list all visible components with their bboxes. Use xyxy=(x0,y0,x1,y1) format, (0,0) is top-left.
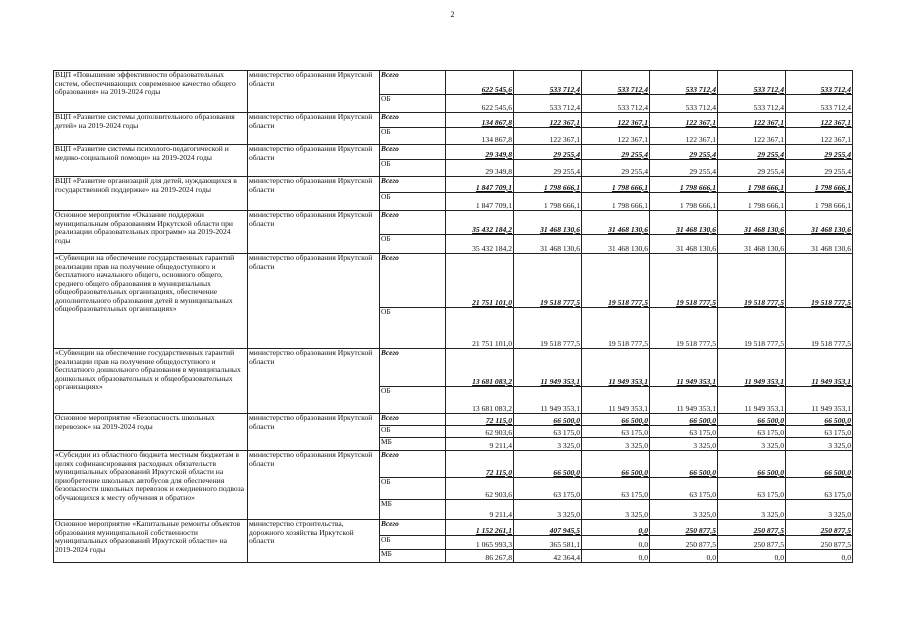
amount-cell: 63 175,0 xyxy=(786,426,853,438)
amount-cell: 250 877,5 xyxy=(650,520,718,536)
amount-cell: 11 949 353,1 xyxy=(650,387,718,414)
amount-cell: 11 949 353,1 xyxy=(786,387,853,414)
funding-source-cell: ОБ xyxy=(380,426,446,438)
amount-cell: 29 255,4 xyxy=(582,145,650,160)
amount-cell: 11 949 353,1 xyxy=(582,387,650,414)
table-row xyxy=(54,349,853,387)
funding-source-cell: ОБ xyxy=(380,536,446,550)
amount-cell: 3 325,0 xyxy=(514,438,582,451)
amount-cell: 122 367,1 xyxy=(718,128,786,145)
amount-cell: 66 500,0 xyxy=(650,451,718,478)
amount-cell: 66 500,0 xyxy=(786,414,853,426)
amount-cell: 29 255,4 xyxy=(650,145,718,160)
amount-cell: 66 500,0 xyxy=(718,451,786,478)
amount-cell: 1 798 666,1 xyxy=(650,177,718,193)
amount-cell: 31 468 130,6 xyxy=(582,235,650,254)
amount-cell: 0,0 xyxy=(786,550,853,563)
amount-cell: 35 432 184,2 xyxy=(446,211,514,235)
amount-cell: 19 518 777,5 xyxy=(786,254,853,308)
table-row xyxy=(54,254,853,308)
amount-cell: 13 681 083,2 xyxy=(446,349,514,387)
amount-cell: 29 255,4 xyxy=(650,160,718,177)
amount-cell: 29 255,4 xyxy=(514,145,582,160)
table-row xyxy=(54,451,853,478)
funding-source-cell: ОБ xyxy=(380,160,446,177)
amount-cell: 3 325,0 xyxy=(582,500,650,520)
funding-source-cell: Всего xyxy=(380,451,446,478)
amount-cell: 72 115,0 xyxy=(446,451,514,478)
amount-cell: 533 712,4 xyxy=(718,71,786,95)
amount-cell: 365 581,1 xyxy=(514,536,582,550)
amount-cell: 1 798 666,1 xyxy=(786,193,853,211)
amount-cell: 31 468 130,6 xyxy=(718,235,786,254)
table-row xyxy=(54,113,853,128)
amount-cell: 1 798 666,1 xyxy=(582,177,650,193)
amount-cell: 11 949 353,1 xyxy=(514,349,582,387)
amount-cell: 66 500,0 xyxy=(514,414,582,426)
amount-cell: 3 325,0 xyxy=(718,500,786,520)
amount-cell: 250 877,5 xyxy=(650,536,718,550)
amount-cell: 66 500,0 xyxy=(718,414,786,426)
amount-cell: 1 798 666,1 xyxy=(718,193,786,211)
amount-cell: 19 518 777,5 xyxy=(514,308,582,349)
amount-cell: 11 949 353,1 xyxy=(582,349,650,387)
amount-cell: 3 325,0 xyxy=(650,438,718,451)
executor-cell: министерство строительства, дорожного хозяйства Иркутской области xyxy=(248,520,380,563)
amount-cell: 3 325,0 xyxy=(786,438,853,451)
amount-cell: 35 432 184,2 xyxy=(446,235,514,254)
activity-name-cell: ВЦП «Повышение эффективности образовательных систем, обеспечивающих современное качество общего образования» на 2019-2024 годы xyxy=(54,71,248,113)
table-row xyxy=(54,414,853,426)
activity-name-cell: Основное мероприятие «Оказание поддержки муниципальным образованиям Иркутской области при реализации образовательных программ» на 2019-2024 годы xyxy=(54,211,248,254)
amount-cell: 62 903,6 xyxy=(446,478,514,500)
funding-source-cell: ОБ xyxy=(380,235,446,254)
table-row xyxy=(54,145,853,160)
funding-source-cell: МБ xyxy=(380,550,446,563)
amount-cell: 19 518 777,5 xyxy=(718,254,786,308)
amount-cell: 1 847 709,1 xyxy=(446,193,514,211)
funding-source-cell: ОБ xyxy=(380,128,446,145)
amount-cell: 13 681 083,2 xyxy=(446,387,514,414)
amount-cell: 29 255,4 xyxy=(786,145,853,160)
amount-cell: 21 751 101,0 xyxy=(446,254,514,308)
amount-cell: 63 175,0 xyxy=(718,478,786,500)
amount-cell: 533 712,4 xyxy=(786,71,853,95)
funding-source-cell: МБ xyxy=(380,438,446,451)
amount-cell: 31 468 130,6 xyxy=(650,235,718,254)
amount-cell: 250 877,5 xyxy=(786,536,853,550)
activity-name-cell: Основное мероприятие «Безопасность школьных перевозок» на 2019-2024 годы xyxy=(54,414,248,451)
page-number: 2 xyxy=(450,10,455,19)
funding-source-cell: Всего xyxy=(380,349,446,387)
funding-source-cell: ОБ xyxy=(380,478,446,500)
amount-cell: 9 211,4 xyxy=(446,438,514,451)
amount-cell: 66 500,0 xyxy=(514,451,582,478)
amount-cell: 66 500,0 xyxy=(650,414,718,426)
amount-cell: 72 115,0 xyxy=(446,414,514,426)
amount-cell: 0,0 xyxy=(582,520,650,536)
amount-cell: 63 175,0 xyxy=(718,426,786,438)
executor-cell: министерство образования Иркутской области xyxy=(248,113,380,145)
amount-cell: 31 468 130,6 xyxy=(650,211,718,235)
executor-cell: министерство образования Иркутской области xyxy=(248,177,380,211)
funding-source-cell: Всего xyxy=(380,520,446,536)
funding-source-cell: Всего xyxy=(380,177,446,193)
amount-cell: 86 267,8 xyxy=(446,550,514,563)
amount-cell: 122 367,1 xyxy=(718,113,786,128)
amount-cell: 122 367,1 xyxy=(786,113,853,128)
amount-cell: 11 949 353,1 xyxy=(718,387,786,414)
executor-cell: министерство образования Иркутской области xyxy=(248,451,380,520)
amount-cell: 63 175,0 xyxy=(582,478,650,500)
amount-cell: 533 712,4 xyxy=(514,95,582,113)
amount-cell: 3 325,0 xyxy=(650,500,718,520)
amount-cell: 622 545,6 xyxy=(446,95,514,113)
amount-cell: 31 468 130,6 xyxy=(582,211,650,235)
amount-cell: 29 255,4 xyxy=(718,145,786,160)
amount-cell: 1 152 261,1 xyxy=(446,520,514,536)
amount-cell: 31 468 130,6 xyxy=(514,235,582,254)
funding-source-cell: МБ xyxy=(380,500,446,520)
funding-source-cell: Всего xyxy=(380,254,446,308)
amount-cell: 19 518 777,5 xyxy=(514,254,582,308)
amount-cell: 533 712,4 xyxy=(718,95,786,113)
table-row xyxy=(54,520,853,536)
executor-cell: министерство образования Иркутской области xyxy=(248,414,380,451)
activity-name-cell: ВЦП «Развитие системы дополнительного образования детей» на 2019-2024 годы xyxy=(54,113,248,145)
amount-cell: 29 255,4 xyxy=(514,160,582,177)
amount-cell: 250 877,5 xyxy=(718,536,786,550)
amount-cell: 134 867,8 xyxy=(446,113,514,128)
amount-cell: 29 349,8 xyxy=(446,145,514,160)
amount-cell: 66 500,0 xyxy=(582,451,650,478)
amount-cell: 19 518 777,5 xyxy=(786,308,853,349)
amount-cell: 122 367,1 xyxy=(650,128,718,145)
budget-table xyxy=(53,70,853,563)
activity-name-cell: «Субсидии из областного бюджета местным бюджетам в целях софинансирования расходных обязательств муниципальных образований Иркутской области на приобретение школьных автобусов для обеспечения безопасности школьных перевозок и ежедневного подвоза обучающихся к месту обучения и обратно» xyxy=(54,451,248,520)
amount-cell: 63 175,0 xyxy=(514,426,582,438)
funding-source-cell: Всего xyxy=(380,145,446,160)
amount-cell: 122 367,1 xyxy=(582,128,650,145)
amount-cell: 1 798 666,1 xyxy=(786,177,853,193)
amount-cell: 63 175,0 xyxy=(650,478,718,500)
amount-cell: 66 500,0 xyxy=(582,414,650,426)
amount-cell: 19 518 777,5 xyxy=(718,308,786,349)
amount-cell: 122 367,1 xyxy=(514,113,582,128)
amount-cell: 66 500,0 xyxy=(786,451,853,478)
amount-cell: 533 712,4 xyxy=(582,95,650,113)
amount-cell: 533 712,4 xyxy=(514,71,582,95)
amount-cell: 19 518 777,5 xyxy=(582,308,650,349)
activity-name-cell: «Субвенции на обеспечение государственных гарантий реализации прав на получение общедоступного и бесплатного начального общего, основного общего, среднего общего образования в муниципальных общеобразовательных организациях, обеспечение дополнительного образования детей в муниципальных общеобразовательных организациях» xyxy=(54,254,248,349)
amount-cell: 29 255,4 xyxy=(718,160,786,177)
activity-name-cell: ВЦП «Развитие организаций для детей, нуждающихся в государственной поддержке» на 2019-2024 годы xyxy=(54,177,248,211)
activity-name-cell: Основное мероприятие «Капитальные ремонты объектов образования муниципальной собственности муниципальных образований Иркутской области» на 2019-2024 годы xyxy=(54,520,248,563)
amount-cell: 11 949 353,1 xyxy=(786,349,853,387)
amount-cell: 1 798 666,1 xyxy=(650,193,718,211)
amount-cell: 3 325,0 xyxy=(718,438,786,451)
amount-cell: 1 847 709,1 xyxy=(446,177,514,193)
amount-cell: 31 468 130,6 xyxy=(786,211,853,235)
amount-cell: 9 211,4 xyxy=(446,500,514,520)
amount-cell: 122 367,1 xyxy=(650,113,718,128)
amount-cell: 122 367,1 xyxy=(786,128,853,145)
amount-cell: 11 949 353,1 xyxy=(718,349,786,387)
executor-cell: министерство образования Иркутской области xyxy=(248,211,380,254)
amount-cell: 533 712,4 xyxy=(786,95,853,113)
amount-cell: 31 468 130,6 xyxy=(514,211,582,235)
amount-cell: 11 949 353,1 xyxy=(650,349,718,387)
funding-source-cell: Всего xyxy=(380,113,446,128)
amount-cell: 533 712,4 xyxy=(650,71,718,95)
executor-cell: министерство образования Иркутской области xyxy=(248,254,380,349)
amount-cell: 3 325,0 xyxy=(514,500,582,520)
funding-source-cell: ОБ xyxy=(380,193,446,211)
amount-cell: 29 255,4 xyxy=(786,160,853,177)
amount-cell: 0,0 xyxy=(718,550,786,563)
amount-cell: 1 798 666,1 xyxy=(718,177,786,193)
executor-cell: министерство образования Иркутской области xyxy=(248,349,380,414)
amount-cell: 3 325,0 xyxy=(582,438,650,451)
amount-cell: 63 175,0 xyxy=(582,426,650,438)
funding-source-cell: Всего xyxy=(380,71,446,95)
amount-cell: 29 349,8 xyxy=(446,160,514,177)
amount-cell: 533 712,4 xyxy=(650,95,718,113)
activity-name-cell: ВЦП «Развитие системы психолого-педагогической и медико-социальной помощи» на 2019-2024 годы xyxy=(54,145,248,177)
amount-cell: 19 518 777,5 xyxy=(650,254,718,308)
table-row xyxy=(54,177,853,193)
amount-cell: 11 949 353,1 xyxy=(514,387,582,414)
funding-source-cell: Всего xyxy=(380,211,446,235)
executor-cell: министерство образования Иркутской области xyxy=(248,71,380,113)
funding-source-cell: ОБ xyxy=(380,95,446,113)
page-top-edge xyxy=(0,0,905,2)
amount-cell: 1 798 666,1 xyxy=(582,193,650,211)
amount-cell: 31 468 130,6 xyxy=(786,235,853,254)
amount-cell: 622 545,6 xyxy=(446,71,514,95)
amount-cell: 1 798 666,1 xyxy=(514,177,582,193)
table-row xyxy=(54,71,853,95)
amount-cell: 407 945,5 xyxy=(514,520,582,536)
amount-cell: 42 364,4 xyxy=(514,550,582,563)
funding-source-cell: ОБ xyxy=(380,387,446,414)
amount-cell: 122 367,1 xyxy=(582,113,650,128)
amount-cell: 63 175,0 xyxy=(650,426,718,438)
amount-cell: 63 175,0 xyxy=(514,478,582,500)
amount-cell: 62 903,6 xyxy=(446,426,514,438)
amount-cell: 0,0 xyxy=(582,536,650,550)
amount-cell: 1 065 993,3 xyxy=(446,536,514,550)
amount-cell: 63 175,0 xyxy=(786,478,853,500)
amount-cell: 31 468 130,6 xyxy=(718,211,786,235)
funding-source-cell: Всего xyxy=(380,414,446,426)
amount-cell: 29 255,4 xyxy=(582,160,650,177)
amount-cell: 250 877,5 xyxy=(786,520,853,536)
amount-cell: 1 798 666,1 xyxy=(514,193,582,211)
amount-cell: 533 712,4 xyxy=(582,71,650,95)
amount-cell: 19 518 777,5 xyxy=(650,308,718,349)
activity-name-cell: «Субвенции на обеспечение государственных гарантий реализации прав на получение общедоступного и бесплатного дошкольного образования в муниципальных дошкольных образовательных и общеобразовательных организациях» xyxy=(54,349,248,414)
amount-cell: 19 518 777,5 xyxy=(582,254,650,308)
amount-cell: 134 867,8 xyxy=(446,128,514,145)
amount-cell: 3 325,0 xyxy=(786,500,853,520)
amount-cell: 21 751 101,0 xyxy=(446,308,514,349)
amount-cell: 0,0 xyxy=(582,550,650,563)
amount-cell: 250 877,5 xyxy=(718,520,786,536)
executor-cell: министерство образования Иркутской области xyxy=(248,145,380,177)
amount-cell: 0,0 xyxy=(650,550,718,563)
table-row xyxy=(54,211,853,235)
funding-source-cell: ОБ xyxy=(380,308,446,349)
amount-cell: 122 367,1 xyxy=(514,128,582,145)
